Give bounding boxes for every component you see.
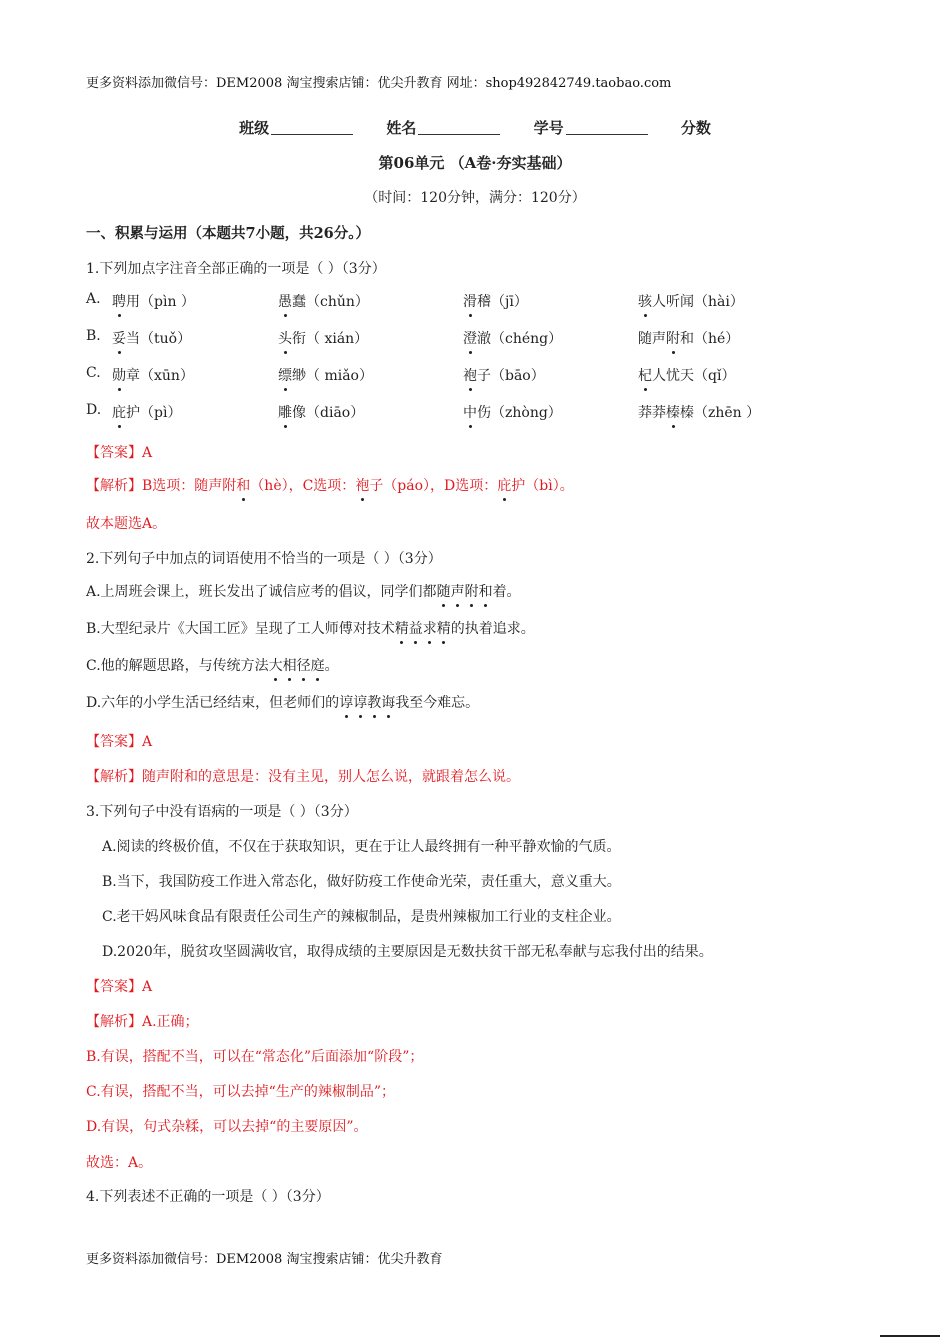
- name-blank[interactable]: [418, 120, 500, 135]
- q3-stem: 3.下列句子中没有语病的一项是（ ）（3分）: [86, 804, 358, 820]
- q3-option-d: D.2020年，脱贫攻坚圆满收官，取得成绩的主要原因是无数扶贫干部无私奉献与忘我付出的结果。: [102, 944, 713, 960]
- q1-option-d-label: D.: [86, 402, 102, 418]
- q1-option-c-word-2: 缥缈（ miǎo）: [278, 365, 373, 385]
- q2-analysis: 【解析】随声附和的意思是：没有主见，别人怎么说，就跟着怎么说。: [86, 769, 520, 785]
- id-blank[interactable]: [566, 120, 648, 135]
- q1-conclusion: 故本题选A。: [86, 516, 167, 532]
- q3-analysis-b: B.有误，搭配不当，可以在“常态化”后面添加“阶段”；: [86, 1049, 424, 1065]
- footer-promo-text: 更多资料添加微信号：DEM2008 淘宝搜索店铺：优尖升教育: [86, 1252, 443, 1267]
- q1-option-a-word-2: 愚蠢（chǔn）: [278, 291, 369, 311]
- class-field: 班级: [239, 117, 353, 138]
- q2-option-b: B.大型纪录片《大国工匠》呈现了工人师傅对技术精益求精的执着追求。: [86, 618, 535, 638]
- q2-option-d: D.六年的小学生活已经结束，但老师们的谆谆教诲我至今难忘。: [86, 692, 479, 712]
- q2-option-c: C.他的解题思路，与传统方法大相径庭。: [86, 655, 339, 675]
- q1-option-d-word-4: 莽莽榛榛（zhēn ）: [638, 402, 760, 422]
- q1-option-a-word-1: 聘用（pìn ）: [112, 291, 195, 311]
- page-subtitle: （时间：120分钟，满分：120分）: [364, 190, 586, 206]
- q1-option-b-word-4: 随声附和（hé）: [638, 328, 739, 348]
- q3-answer: 【答案】A: [86, 979, 153, 995]
- q1-option-c-word-1: 勋章（xūn）: [112, 365, 194, 385]
- q2-answer: 【答案】A: [86, 734, 153, 750]
- q1-option-b-label: B.: [86, 328, 101, 344]
- q1-option-b-word-2: 头衔（ xián）: [278, 328, 368, 348]
- q3-option-c: C.老干妈风味食品有限责任公司生产的辣椒制品，是贵州辣椒加工行业的支柱企业。: [102, 909, 621, 925]
- q1-option-d-word-1: 庇护（pì）: [112, 402, 181, 422]
- q1-analysis: 【解析】B选项：随声附和（hè），C选项：袍子（páo），D选项：庇护（bì）。: [86, 475, 574, 495]
- q1-option-c-word-3: 袍子（bāo）: [463, 365, 545, 385]
- q1-option-a-word-4: 骇人听闻（hài）: [638, 291, 744, 311]
- q3-option-a: A.阅读的终极价值，不仅在于获取知识，更在于让人最终拥有一种平静欢愉的气质。: [102, 839, 621, 855]
- q3-analysis-d: D.有误，句式杂糅，可以去掉“的主要原因”。: [86, 1119, 368, 1135]
- q1-option-b-word-1: 妥当（tuǒ）: [112, 328, 191, 348]
- q1-option-c-label: C.: [86, 365, 101, 381]
- q1-option-a-label: A.: [86, 291, 101, 307]
- header-promo-text: 更多资料添加微信号：DEM2008 淘宝搜索店铺：优尖升教育 网址：shop492842749.taobao.com: [86, 76, 672, 91]
- name-field: 姓名: [386, 117, 500, 138]
- footer-rule: [880, 1335, 940, 1337]
- q2-option-a: A.上周班会课上，班长发出了诚信应考的倡议，同学们都随声附和着。: [86, 581, 521, 601]
- q3-option-b: B.当下，我国防疫工作进入常态化，做好防疫工作使命光荣，责任重大，意义重大。: [102, 874, 621, 890]
- q2-stem: 2.下列句子中加点的词语使用不恰当的一项是（ ）（3分）: [86, 551, 442, 567]
- q3-analysis-a: 【解析】A.正确；: [86, 1014, 199, 1030]
- q3-conclusion: 故选：A。: [86, 1155, 153, 1171]
- q1-option-d-word-2: 雕像（diāo）: [278, 402, 364, 422]
- q1-option-a-word-3: 滑稽（jī）: [463, 291, 528, 311]
- q1-option-c-word-4: 杞人忧天（qǐ）: [638, 365, 735, 385]
- q1-option-b-word-3: 澄澈（chéng）: [463, 328, 562, 348]
- section-heading: 一、积累与运用（本题共7小题，共26分。）: [86, 225, 371, 242]
- class-blank[interactable]: [271, 120, 353, 135]
- q1-stem: 1.下列加点字注音全部正确的一项是（ ）（3分）: [86, 261, 386, 277]
- q4-stem: 4.下列表述不正确的一项是（ ）（3分）: [86, 1189, 330, 1205]
- student-info-fields: [0, 117, 950, 138]
- page-title: 第06单元 （A卷·夯实基础）: [378, 154, 572, 172]
- score-field: 分数: [680, 119, 711, 137]
- q1-option-d-word-3: 中伤（zhòng）: [463, 402, 562, 422]
- q3-analysis-c: C.有误，搭配不当，可以去掉“生产的辣椒制品”；: [86, 1084, 395, 1100]
- id-field: 学号: [534, 117, 648, 138]
- q1-answer: 【答案】A: [86, 445, 153, 461]
